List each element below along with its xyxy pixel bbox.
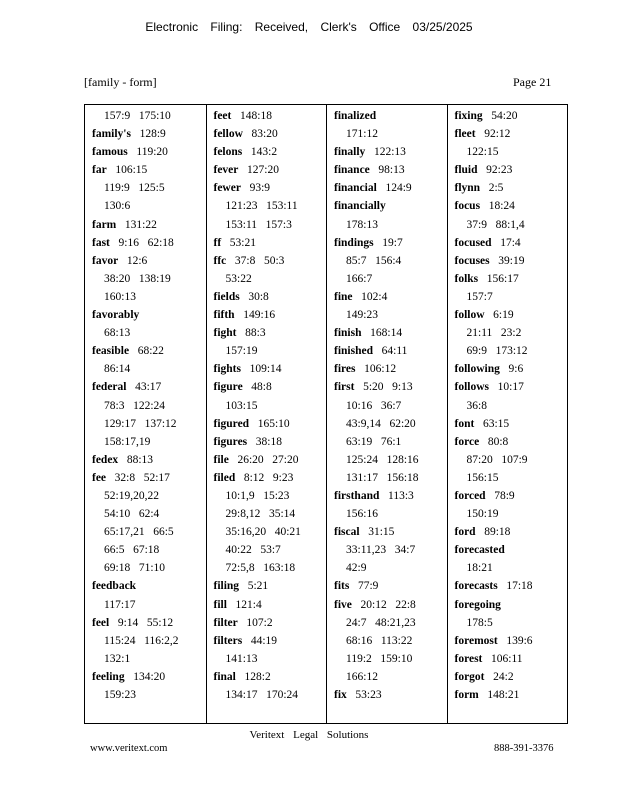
index-continuation: 178:13 — [346, 218, 378, 231]
index-refs: 89:18 — [475, 526, 511, 539]
index-continuation: 131:17 156:18 — [346, 471, 419, 484]
index-continuation: 166:7 — [346, 272, 373, 285]
index-entry — [214, 252, 327, 270]
index-continuation: 69:18 71:10 — [104, 562, 166, 575]
index-entry — [455, 632, 568, 650]
index-refs: 128:9 — [130, 128, 166, 141]
index-entry — [455, 523, 568, 541]
index-entry — [334, 686, 447, 704]
index-refs: 20:12 22:8 — [351, 598, 416, 611]
index-refs: 106:12 — [355, 363, 397, 376]
index-term: finish — [334, 327, 362, 340]
index-entry — [455, 234, 568, 252]
index-term: fixing — [454, 110, 483, 122]
index-refs: 53:23 — [346, 689, 382, 701]
index-term: fill — [213, 598, 227, 611]
index-continuation: 158:17,19 — [104, 435, 151, 448]
index-refs: 92:12 — [475, 128, 511, 141]
index-entry — [455, 107, 568, 125]
index-continuation: 33:11,23 34:7 — [346, 544, 416, 557]
index-term: financially — [334, 200, 386, 213]
index-entry — [214, 668, 327, 686]
index-refs: 148:18 — [231, 110, 272, 122]
index-entry — [455, 650, 568, 668]
index-entry — [214, 161, 327, 179]
index-continuation: 134:17 170:24 — [225, 689, 299, 701]
index-term: foremost — [454, 634, 498, 647]
index-continuation: 54:10 62:4 — [104, 508, 160, 521]
index-continuation: 69:9 173:12 — [466, 345, 528, 358]
index-entry — [334, 596, 447, 614]
index-entry — [455, 179, 568, 197]
index-entry — [214, 577, 327, 595]
index-continuation: 149:23 — [346, 309, 378, 322]
index-refs: 68:22 — [129, 345, 164, 358]
index-continuation: 119:9 125:5 — [104, 182, 165, 195]
index-refs: 88:3 — [236, 327, 266, 340]
index-entry — [334, 324, 447, 342]
index-entry — [214, 288, 327, 306]
index-refs: 18:24 — [480, 200, 515, 213]
index-term: fast — [92, 236, 110, 249]
index-term: fires — [334, 363, 356, 376]
index-refs: 9:16 62:18 — [109, 236, 174, 249]
index-refs: 93:9 — [240, 182, 271, 195]
index-entry — [214, 596, 327, 614]
index-entry — [92, 161, 206, 179]
index-refs: 98:13 — [369, 164, 405, 177]
index-entry — [214, 469, 327, 487]
word-range: [family - form] — [84, 75, 157, 89]
index-entry — [214, 632, 327, 650]
index-entry — [455, 125, 568, 143]
index-term: following — [454, 363, 500, 376]
index-term: five — [334, 598, 352, 611]
index-entry — [455, 577, 568, 595]
index-entry — [214, 324, 327, 342]
index-entry — [214, 143, 327, 161]
index-continuation: 87:20 107:9 — [466, 453, 528, 466]
index-entry — [214, 614, 327, 632]
index-term: fifth — [213, 309, 235, 322]
index-continuation: 21:11 23:2 — [466, 327, 522, 340]
index-refs: 17:4 — [491, 236, 521, 249]
index-term: foregoing — [454, 598, 501, 611]
index-continuation: 157:7 — [466, 290, 493, 303]
index-term: force — [454, 435, 480, 448]
index-term: financial — [334, 182, 377, 195]
index-entry — [334, 360, 447, 378]
index-column-2 — [206, 105, 327, 723]
index-term: filter — [213, 616, 238, 629]
index-term: forest — [454, 652, 483, 665]
index-term: focus — [454, 200, 481, 213]
index-continuation: 43:9,14 62:20 — [346, 417, 416, 430]
index-refs: 30:8 — [239, 290, 269, 303]
index-entry — [455, 378, 568, 396]
index-continuation: 117:17 — [104, 598, 136, 611]
index-refs: 109:14 — [240, 363, 282, 376]
index-entry — [455, 415, 568, 433]
index-refs: 9:14 55:12 — [109, 616, 174, 629]
index-refs: 113:3 — [379, 489, 414, 502]
index-continuation: 115:24 116:2,2 — [104, 634, 179, 647]
index-continuation: 153:11 157:3 — [225, 218, 292, 231]
index-term: fields — [213, 290, 240, 303]
index-refs: 121:4 — [226, 598, 262, 611]
index-term: finished — [334, 345, 373, 358]
index-entry — [92, 306, 206, 324]
index-entry — [214, 179, 327, 197]
index-entry — [334, 523, 447, 541]
index-term: folks — [454, 272, 479, 285]
index-continuation: 160:13 — [104, 290, 136, 303]
index-continuation: 40:22 53:7 — [225, 544, 281, 557]
index-entry — [455, 433, 568, 451]
index-term: far — [92, 164, 107, 177]
index-continuation: 178:5 — [466, 616, 493, 629]
index-entry — [214, 234, 327, 252]
index-term: filters — [213, 634, 243, 647]
index-entry — [92, 342, 206, 360]
index-term: feasible — [92, 345, 130, 358]
index-entry — [455, 161, 568, 179]
index-entry — [455, 270, 568, 288]
index-term: favor — [92, 254, 119, 267]
index-continuation: 150:19 — [466, 508, 499, 521]
index-continuation: 10:1,9 15:23 — [225, 489, 290, 502]
index-refs: 106:11 — [482, 652, 523, 665]
index-term: fleet — [454, 128, 476, 141]
index-term: forgot — [454, 670, 485, 683]
index-column-1 — [85, 105, 206, 723]
index-refs: 78:9 — [485, 489, 515, 502]
index-term: family's — [92, 128, 131, 141]
index-continuation: 29:8,12 35:14 — [225, 508, 296, 521]
index-continuation: 86:14 — [104, 363, 131, 376]
index-entry — [214, 360, 327, 378]
index-term: felons — [213, 146, 243, 159]
index-continuation: 35:16,20 40:21 — [225, 526, 301, 539]
index-table — [84, 104, 568, 724]
index-refs: 44:19 — [242, 634, 278, 647]
index-continuation: 85:7 156:4 — [346, 254, 402, 267]
index-refs: 38:18 — [247, 435, 282, 448]
footer-website: www.veritext.com — [90, 743, 168, 754]
index-refs: 19:7 — [373, 236, 403, 249]
index-continuation: 156:15 — [466, 471, 499, 484]
index-refs: 6:19 — [484, 309, 514, 322]
index-entry — [334, 288, 447, 306]
filing-banner: Electronic Filing: Received, Clerk's Office 03/25/2025 — [145, 20, 473, 34]
index-entry — [214, 378, 327, 396]
index-refs: 26:20 27:20 — [228, 453, 299, 466]
index-entry — [334, 197, 447, 215]
index-continuation: 129:17 137:12 — [104, 417, 177, 430]
index-refs: 131:22 — [116, 218, 157, 231]
index-continuation: 66:5 67:18 — [104, 544, 160, 557]
index-refs: 139:6 — [497, 634, 533, 647]
index-continuation: 125:24 128:16 — [346, 453, 419, 466]
index-term: famous — [92, 146, 128, 159]
index-refs: 9:6 — [499, 363, 524, 376]
index-term: ff — [213, 236, 222, 249]
index-entry — [455, 252, 568, 270]
index-entry — [334, 179, 447, 197]
index-continuation: 53:22 — [225, 272, 252, 285]
index-term: feet — [213, 110, 232, 122]
index-continuation: 159:23 — [104, 689, 136, 701]
index-continuation: 171:12 — [346, 128, 378, 141]
index-entry — [92, 125, 206, 143]
index-continuation: 121:23 153:11 — [225, 200, 298, 213]
index-term: file — [213, 453, 229, 466]
index-refs: 32:8 52:17 — [106, 471, 170, 484]
index-entry — [334, 577, 447, 595]
index-entry — [455, 197, 568, 215]
index-refs: 8:12 9:23 — [235, 471, 294, 484]
index-column-4 — [447, 105, 568, 723]
index-refs: 156:17 — [478, 272, 519, 285]
index-continuation: 38:20 138:19 — [104, 272, 171, 285]
index-term: fine — [334, 290, 353, 303]
index-term: follows — [454, 381, 489, 394]
index-continuation: 78:3 122:24 — [104, 399, 166, 412]
index-entry — [334, 342, 447, 360]
index-refs: 43:17 — [126, 381, 162, 394]
index-refs: 148:21 — [478, 689, 520, 701]
index-refs: 124:9 — [376, 182, 412, 195]
index-refs: 107:2 — [237, 616, 273, 629]
index-continuation: 18:21 — [466, 562, 493, 575]
footer-phone: 888-391-3376 — [494, 743, 554, 754]
index-term: fights — [213, 363, 241, 376]
index-term: fedex — [92, 453, 119, 466]
index-entry — [92, 143, 206, 161]
index-entry — [214, 125, 327, 143]
index-continuation: 122:15 — [466, 146, 499, 159]
index-term: figure — [213, 381, 243, 394]
index-term: fits — [334, 580, 350, 593]
index-term: finally — [334, 146, 366, 159]
index-refs: 122:13 — [365, 146, 406, 159]
index-refs: 37:8 50:3 — [226, 254, 285, 267]
index-entry — [334, 143, 447, 161]
index-refs: 92:23 — [477, 164, 513, 177]
index-continuation: 63:19 76:1 — [346, 435, 402, 448]
index-continuation: 10:16 36:7 — [346, 399, 402, 412]
index-entry — [92, 469, 206, 487]
index-refs: 88:13 — [118, 453, 154, 466]
index-entry — [214, 107, 327, 125]
index-column-3 — [326, 105, 447, 723]
index-entry — [455, 686, 568, 704]
index-term: federal — [92, 381, 127, 394]
index-refs: 5:20 9:13 — [354, 381, 413, 394]
index-term: filed — [213, 471, 236, 484]
index-term: figured — [213, 417, 250, 430]
index-entry — [334, 234, 447, 252]
index-continuation: 166:12 — [346, 670, 378, 683]
index-continuation: 68:16 113:22 — [346, 634, 413, 647]
index-continuation: 103:15 — [225, 399, 258, 412]
index-refs: 53:21 — [221, 236, 256, 249]
index-entry — [334, 161, 447, 179]
index-term: fiscal — [334, 526, 360, 539]
index-entry — [92, 451, 206, 469]
index-term: firsthand — [334, 489, 380, 502]
index-refs: 102:4 — [352, 290, 388, 303]
index-refs: 39:19 — [489, 254, 525, 267]
index-entry — [214, 451, 327, 469]
index-entry — [214, 415, 327, 433]
index-entry — [334, 378, 447, 396]
index-continuation: 36:8 — [466, 399, 487, 412]
index-continuation: 157:19 — [225, 345, 258, 358]
index-entry — [455, 306, 568, 324]
index-entry — [92, 577, 206, 595]
index-refs: 48:8 — [242, 381, 272, 394]
index-refs: 149:16 — [234, 309, 276, 322]
index-entry — [92, 378, 206, 396]
index-term: feel — [92, 616, 110, 629]
index-term: focused — [454, 236, 492, 249]
index-term: fix — [334, 689, 347, 701]
index-entry — [455, 596, 568, 614]
index-entry — [334, 487, 447, 505]
index-term: flynn — [454, 182, 481, 195]
index-term: filing — [213, 580, 240, 593]
index-continuation: 68:13 — [104, 327, 131, 340]
index-continuation: 37:9 88:1,4 — [466, 218, 525, 231]
index-entry — [334, 107, 447, 125]
index-entry — [214, 433, 327, 451]
index-continuation: 65:17,21 66:5 — [104, 526, 174, 539]
index-refs: 31:15 — [359, 526, 395, 539]
index-term: fever — [213, 164, 239, 177]
index-continuation: 24:7 48:21,23 — [346, 616, 416, 629]
footer-company: Veritext Legal Solutions — [249, 729, 369, 741]
index-term: ffc — [213, 254, 227, 267]
index-term: fewer — [213, 182, 241, 195]
index-refs: 134:20 — [124, 670, 166, 683]
index-term: final — [213, 670, 236, 683]
index-term: ford — [454, 526, 476, 539]
index-refs: 64:11 — [373, 345, 408, 358]
index-entry — [92, 252, 206, 270]
index-entry — [455, 487, 568, 505]
index-refs: 5:21 — [239, 580, 269, 593]
index-refs: 119:20 — [127, 146, 168, 159]
index-continuation: 42:9 — [346, 562, 367, 575]
index-refs: 83:20 — [242, 128, 278, 141]
index-refs: 2:5 — [480, 182, 504, 195]
index-refs: 24:2 — [484, 670, 514, 683]
index-refs: 12:6 — [118, 254, 148, 267]
index-term: follow — [454, 309, 485, 322]
index-refs: 143:2 — [242, 146, 278, 159]
index-term: favorably — [92, 309, 140, 322]
index-term: figures — [213, 435, 248, 448]
index-term: focuses — [454, 254, 490, 267]
index-refs: 106:15 — [106, 164, 148, 177]
index-term: finance — [334, 164, 370, 177]
index-refs: 165:10 — [249, 417, 290, 430]
index-refs: 128:2 — [235, 670, 271, 683]
index-refs: 127:20 — [238, 164, 279, 177]
index-term: forced — [454, 489, 486, 502]
index-refs: 17:18 — [497, 580, 533, 593]
index-continuation: 72:5,8 163:18 — [225, 562, 296, 575]
index-refs: 54:20 — [482, 110, 518, 122]
index-term: fee — [92, 471, 107, 484]
index-continuation: 141:13 — [225, 652, 258, 665]
index-term: feedback — [92, 580, 137, 593]
index-refs: 10:17 — [489, 381, 524, 394]
index-continuation: 52:19,20,22 — [104, 489, 159, 502]
index-term: feeling — [92, 670, 125, 683]
index-continuation: 156:16 — [346, 508, 378, 521]
index-term: first — [334, 381, 355, 394]
index-refs: 63:15 — [474, 417, 510, 430]
index-continuation: 157:9 175:10 — [104, 110, 171, 122]
index-term: fellow — [213, 128, 243, 141]
index-term: fluid — [454, 164, 478, 177]
index-term: findings — [334, 236, 374, 249]
page-number: Page 21 — [513, 75, 552, 89]
index-term: form — [454, 689, 479, 701]
index-entry — [455, 360, 568, 378]
index-entry — [92, 614, 206, 632]
index-refs: 80:8 — [479, 435, 509, 448]
index-continuation: 130:6 — [104, 200, 131, 213]
index-entry — [214, 306, 327, 324]
index-term: forecasted — [454, 544, 505, 557]
index-term: forecasts — [454, 580, 498, 593]
index-continuation: 132:1 — [104, 652, 131, 665]
index-term: farm — [92, 218, 117, 231]
index-entry — [455, 541, 568, 559]
index-continuation: 119:2 159:10 — [346, 652, 413, 665]
index-term: finalized — [334, 110, 377, 122]
index-term: fight — [213, 327, 237, 340]
index-refs: 168:14 — [361, 327, 403, 340]
index-entry — [92, 234, 206, 252]
index-entry — [455, 668, 568, 686]
index-refs: 77:9 — [349, 580, 379, 593]
index-entry — [92, 216, 206, 234]
index-entry — [92, 668, 206, 686]
index-term: font — [454, 417, 475, 430]
